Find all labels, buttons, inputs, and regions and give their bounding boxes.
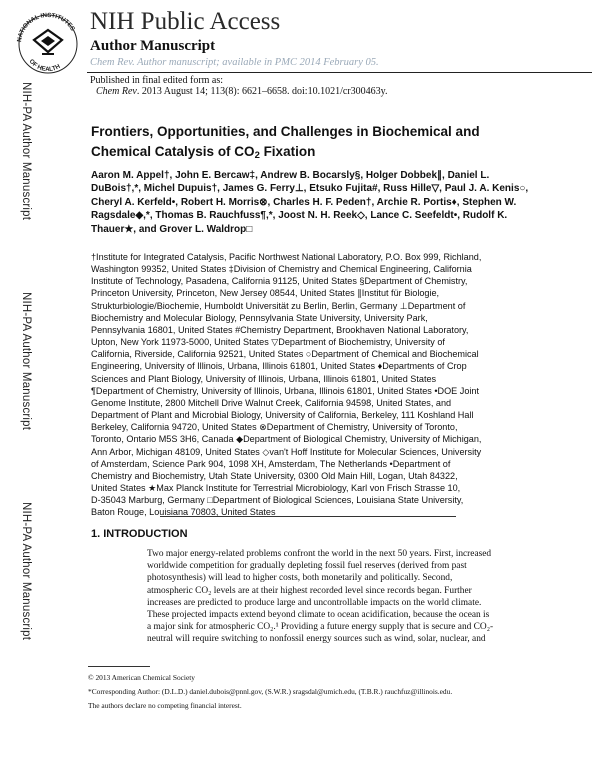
affiliation-line: Biochemistry and Molecular Biology, Pennsylvania State University, University Park,: [91, 312, 428, 323]
affiliation-line: Institute of Technology, Pasadena, California 91125, United States §Department of Chemistry,: [91, 276, 468, 287]
footnote-divider: [88, 666, 150, 667]
author-line: Thauer★, and Grover L. Waldrop□: [91, 223, 253, 235]
author-line: Cheryl A. Kerfeld•, Robert H. Morris⊗, Charles H. F. Peden†, Archie R. Portis♦, Stephen W.: [91, 196, 517, 208]
affiliation-line: Ann Arbor, Michigan 48109, United States ◇van't Hoff Institute for Molecular Sciences, University: [91, 446, 482, 457]
publication-citation: Chem Rev. 2013 August 14; 113(8): 6621–6658. doi:10.1021/cr300463y.: [96, 86, 388, 97]
section-divider: [160, 516, 456, 517]
affiliation-line: Pennsylvania 16801, United States #Chemistry Department, Brookhaven National Laboratory,: [91, 324, 469, 335]
side-stamp-1: NIH-PA Author Manuscript: [20, 82, 32, 221]
introduction-heading: 1. INTRODUCTION: [91, 528, 188, 540]
affiliation-line: of Amsterdam, Science Park 904, 1098 XH, Amsterdam, The Netherlands •Department of: [91, 458, 451, 469]
published-label: Published in final edited form as:: [90, 75, 224, 86]
paragraph-line: photosynthesis) will lead to higher costs, both monetarily and politically. Second,: [147, 573, 453, 584]
nih-logo: [12, 8, 84, 74]
affiliation-line: Genome Institute, 2800 Mitchell Drive Walnut Creek, California 94598, United States, and: [91, 397, 452, 408]
paragraph-line: These projected impacts extend beyond climate to ocean acidification, because the ocean is: [147, 610, 490, 621]
affiliation-line: Department of Plant and Microbial Biology, University of California, Berkeley, 111 Koshland Hall: [91, 410, 474, 421]
affiliation-line: Chemistry and Biochemistry, Utah State University, 0300 Old Main Hill, Logan, Utah 84322,: [91, 470, 458, 481]
paragraph-line: Two major energy-related problems confront the world in the next 50 years. First, increased: [147, 549, 492, 559]
article-title: [91, 122, 571, 162]
svg-text:NATIONAL INSTITUTES: NATIONAL INSTITUTES: [16, 11, 77, 43]
copyright-note: © 2013 American Chemical Society: [88, 673, 196, 682]
title-line-2: Chemical Catalysis of $CO_2$ Fixation: [91, 144, 316, 161]
corresponding-author-note: *Corresponding Author: (D.L.D.) daniel.dubois@pnnl.gov, (S.W.R.) sragsdal@umich.edu, (T.B.R.) rauchfuz@illinois.edu.: [88, 687, 453, 696]
affiliation-line: California, Riverside, California 92521, United States ○Department of Chemical and Biochemical: [91, 349, 479, 360]
affiliation-line: Washington 99352, United States ‡Division of Chemistry and Chemical Engineering, California: [91, 264, 472, 275]
pmc-availability-note: Chem Rev. Author manuscript; available in PMC 2014 February 05.: [90, 57, 379, 68]
footnotes: [88, 671, 588, 713]
affiliation-line: United States ★Max Planck Institute for Terrestrial Microbiology, Karl von Frisch Strasse 10,: [91, 482, 461, 493]
paragraph-line: a major sink for atmospheric CO₂.¹ Providing a future energy supply that is secure and CO₂-: [147, 622, 494, 633]
side-stamp-3: NIH-PA Author Manuscript: [20, 502, 32, 641]
nih-public-access-title: NIH Public Access: [90, 8, 281, 35]
side-stamp-2: NIH-PA Author Manuscript: [20, 292, 32, 431]
competing-interest-note: The authors declare no competing financial interest.: [88, 701, 242, 710]
affiliation-line: ¶Department of Chemistry, University of Illinois, Urbana, Illinois 61801, United States •DOE Joint: [91, 385, 479, 396]
affiliation-line: Upton, New York 11973-5000, United States ▽Department of Biochemistry, University of: [91, 337, 445, 348]
paragraph-line: increases are predicted to produce large and uncontrollable impacts on the world climate.: [147, 597, 482, 608]
author-list: [91, 169, 589, 236]
affiliation-line: Baton Rouge, Louisiana 70803, United States: [91, 507, 276, 518]
affiliation-list: [91, 251, 591, 518]
affiliation-line: Strukturbiologie/Biochemie, Humboldt Universität zu Berlin, Berlin, Germany ⊥Department of: [91, 300, 466, 311]
author-line: Ragsdale◆,*, Thomas B. Rauchfuss¶,*, Joost N. H. Reek◇, Lance C. Seefeldt•, Rudolf K.: [91, 210, 508, 222]
affiliation-line: Berkeley, California 94720, United States ⊗Department of Chemistry, University of Toronto,: [91, 422, 458, 433]
header-divider: [87, 72, 592, 73]
author-manuscript-subtitle: Author Manuscript: [90, 38, 216, 54]
affiliation-line: Princeton University, Princeton, New Jersey 08544, United States ∥Institut für Biologie,: [91, 288, 440, 299]
author-line: Aaron M. Appel†, John E. Bercaw‡, Andrew B. Bocarsly§, Holger Dobbek∥, Daniel L.: [91, 170, 490, 181]
affiliation-line: Engineering, University of Illinois, Urbana, Illinois 61801, United States ♦Departments of Crop: [91, 361, 467, 372]
affiliation-line: Toronto, Ontario M5S 3H6, Canada ◆Department of Biological Chemistry, University of Michigan,: [91, 434, 482, 445]
title-line-1: Frontiers, Opportunities, and Challenges in Biochemical and: [91, 124, 480, 139]
affiliation-line: D-35043 Marburg, Germany □Department of Biological Sciences, Louisiana State University,: [91, 495, 464, 506]
affiliation-line: Sciences and Plant Biology, University of Illinois, Urbana, Illinois 61801, United States: [91, 373, 437, 384]
paragraph-line: neutral will require switching to nonfossil energy sources such as wind, solar, nuclear, and: [147, 634, 486, 645]
paragraph-line: atmospheric CO₂ levels are at their highest recorded level since records began. Further: [147, 585, 472, 596]
author-line: DuBois†,*, Michel Dupuis†, James G. Ferry⊥, Etsuko Fujita#, Russ Hille▽, Paul J. A. Kenis○,: [91, 183, 529, 195]
paragraph-line: worldwide competition for gradually depleting fossil fuel reserves (derived from past: [147, 561, 467, 572]
svg-text:OF HEALTH: OF HEALTH: [27, 58, 62, 74]
introduction-paragraph: [147, 548, 587, 646]
affiliation-line: †Institute for Integrated Catalysis, Pacific Northwest National Laboratory, P.O. Box 999, Richland,: [91, 252, 482, 262]
